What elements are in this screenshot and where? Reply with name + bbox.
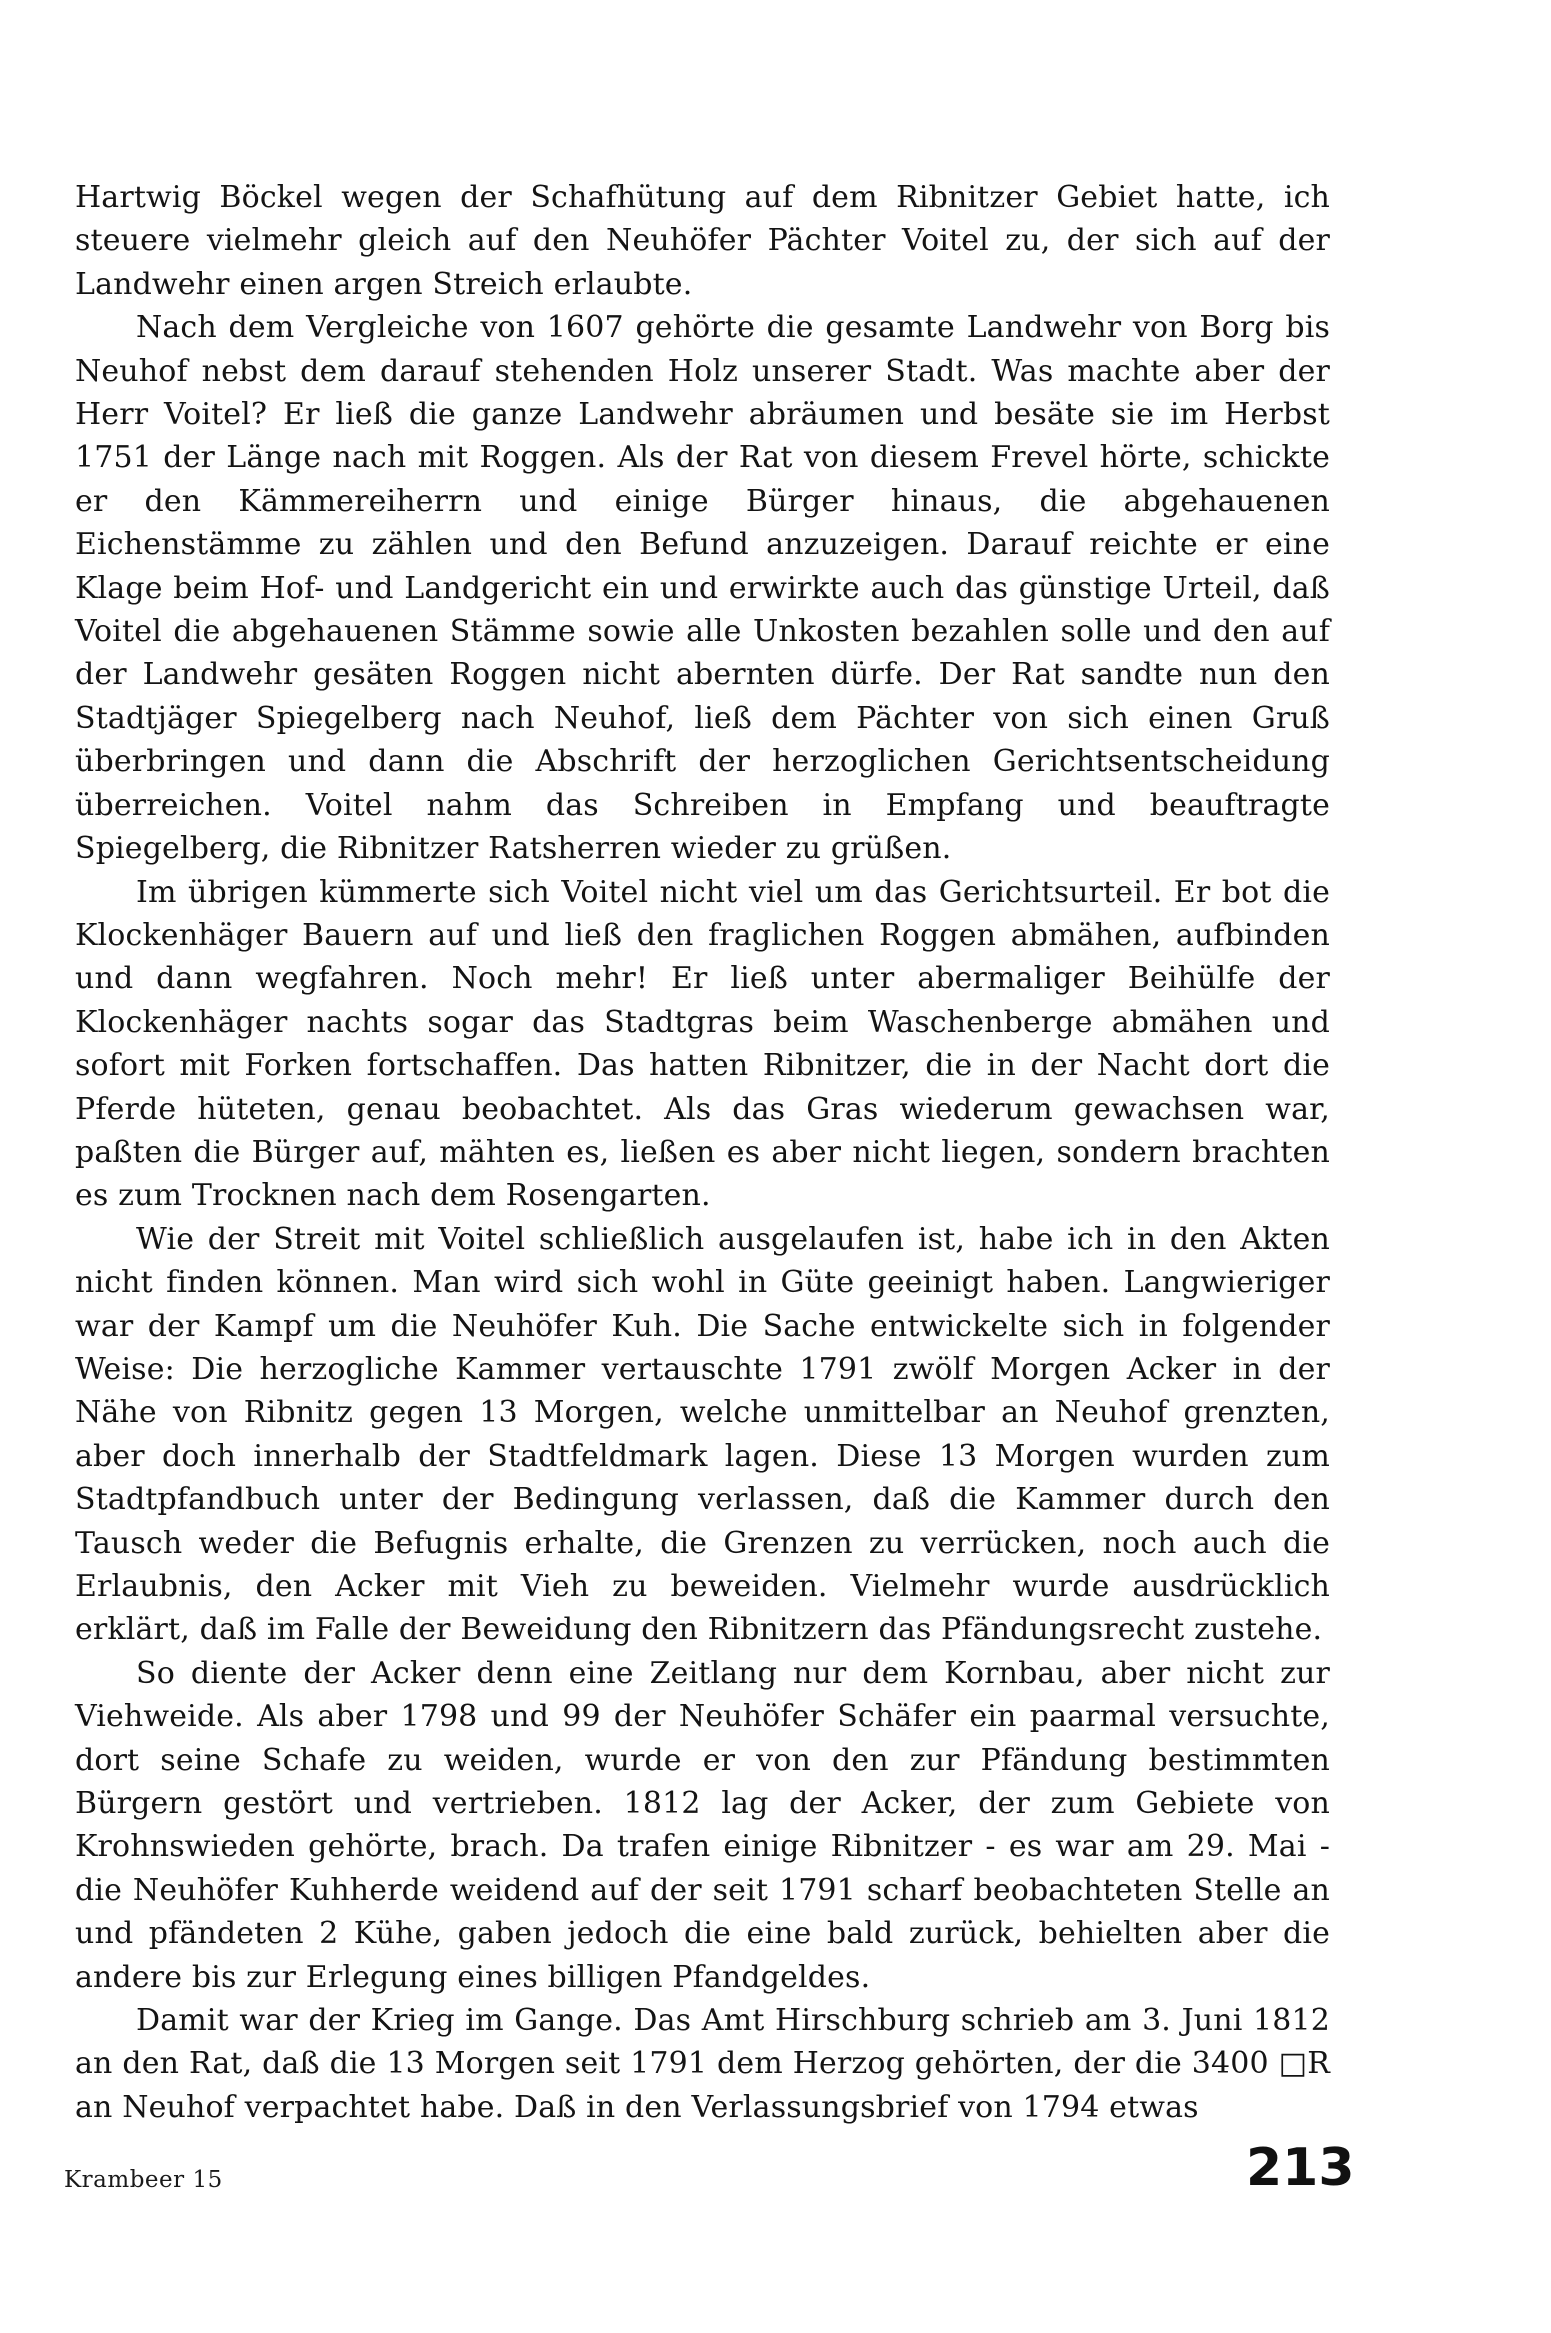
page-number: 213 xyxy=(1246,2138,1355,2198)
paragraph-1: Hartwig Böckel wegen der Schafhütung auf dem Ribnitzer Gebiet hatte, ich steuere vielmehr gleich auf den Neuhöfer Pächter Voitel zu, der sich auf der Landwehr einen argen Streich erlaubte. xyxy=(75,180,1330,302)
paragraph-3: Im übrigen kümmerte sich Voitel nicht viel um das Gerichtsurteil. Er bot die Klockenhäger Bauern auf und ließ den fraglichen Roggen abmähen, aufbinden und dann wegfahren. Noch mehr! Er ließ unter abermaliger Beihülfe der Klockenhäger nachts sogar das Stadtgras beim Waschenberge abmähen und sofort mit Forken fortschaffen. Das hatten Ribnitzer, die in der Nacht dort die Pferde hüteten, genau beobachtet. Als das Gras wiederum gewachsen war, paßten die Bürger auf, mähten es, ließen es aber nicht liegen, sondern brachten es zum Trocknen nach dem Rosengarten. xyxy=(75,874,1330,1214)
paragraph-6: Damit war der Krieg im Gange. Das Amt Hirschburg schrieb am 3. Juni 1812 an den Rat, daß die 13 Morgen seit 1791 dem Herzog gehörten, der die 3400 □R an Neuhof verpachtet habe. Daß in den Verlassungsbrief von 1794 etwas xyxy=(75,2003,1330,2125)
paragraph-2: Nach dem Vergleiche von 1607 gehörte die gesamte Landwehr von Borg bis Neuhof nebst dem darauf stehenden Holz unserer Stadt. Was machte aber der Herr Voitel? Er ließ die ganze Landwehr abräumen und besäte sie im Herbst 1751 der Länge nach mit Roggen. Als der Rat von diesem Frevel hörte, schickte er den Kämmereiherrn und einige Bürger hinaus, die abgehauenen Eichenstämme zu zählen und den Befund anzuzeigen. Darauf reichte er eine Klage beim Hof- und Landgericht ein und erwirkte auch das günstige Urteil, daß Voitel die abgehauenen Stämme sowie alle Unkosten bezahlen solle und den auf der Landwehr gesäten Roggen nicht abernten dürfe. Der Rat sandte nun den Stadtjäger Spiegelberg nach Neuhof, ließ dem Pächter von sich einen Gruß überbringen und dann die Abschrift der herzoglichen Gerichtsentscheidung überreichen. Voitel nahm das Schreiben in Empfang und beauftragte Spiegelberg, die Ribnitzer Ratsherren wieder zu grüßen. xyxy=(75,310,1330,867)
paragraph-4: Wie der Streit mit Voitel schließlich ausgelaufen ist, habe ich in den Akten nicht finden können. Man wird sich wohl in Güte geeinigt haben. Langwieriger war der Kampf um die Neuhöfer Kuh. Die Sache entwickelte sich in folgender Weise: Die herzogliche Kammer vertauschte 1791 zwölf Morgen Acker in der Nähe von Ribnitz gegen 13 Morgen, welche unmittelbar an Neuhof grenzten, aber doch innerhalb der Stadtfeldmark lagen. Diese 13 Morgen wurden zum Stadtpfandbuch unter der Bedingung verlassen, daß die Kammer durch den Tausch weder die Befugnis erhalte, die Grenzen zu verrücken, noch auch die Erlaubnis, den Acker mit Vieh zu beweiden. Vielmehr wurde ausdrücklich erklärt, daß im Falle der Beweidung den Ribnitzern das Pfändungsrecht zustehe. xyxy=(75,1221,1330,1648)
paragraph-5: So diente der Acker denn eine Zeitlang nur dem Kornbau, aber nicht zur Viehweide. Als aber 1798 und 99 der Neuhöfer Schäfer ein paarmal versuchte, dort seine Schafe zu weiden, wurde er von den zur Pfändung bestimmten Bürgern gestört und vertrieben. 1812 lag der Acker, der zum Gebiete von Krohnswieden gehörte, brach. Da trafen einige Ribnitzer - es war am 29. Mai - die Neuhöfer Kuhherde weidend auf der seit 1791 scharf beobachteten Stelle an und pfändeten 2 Kühe, gaben jedoch die eine bald zurück, behielten aber die andere bis zur Erlegung eines billigen Pfandgeldes. xyxy=(75,1655,1330,1995)
body-text xyxy=(75,176,1330,2129)
signature-mark: Krambeer 15 xyxy=(64,2167,223,2193)
